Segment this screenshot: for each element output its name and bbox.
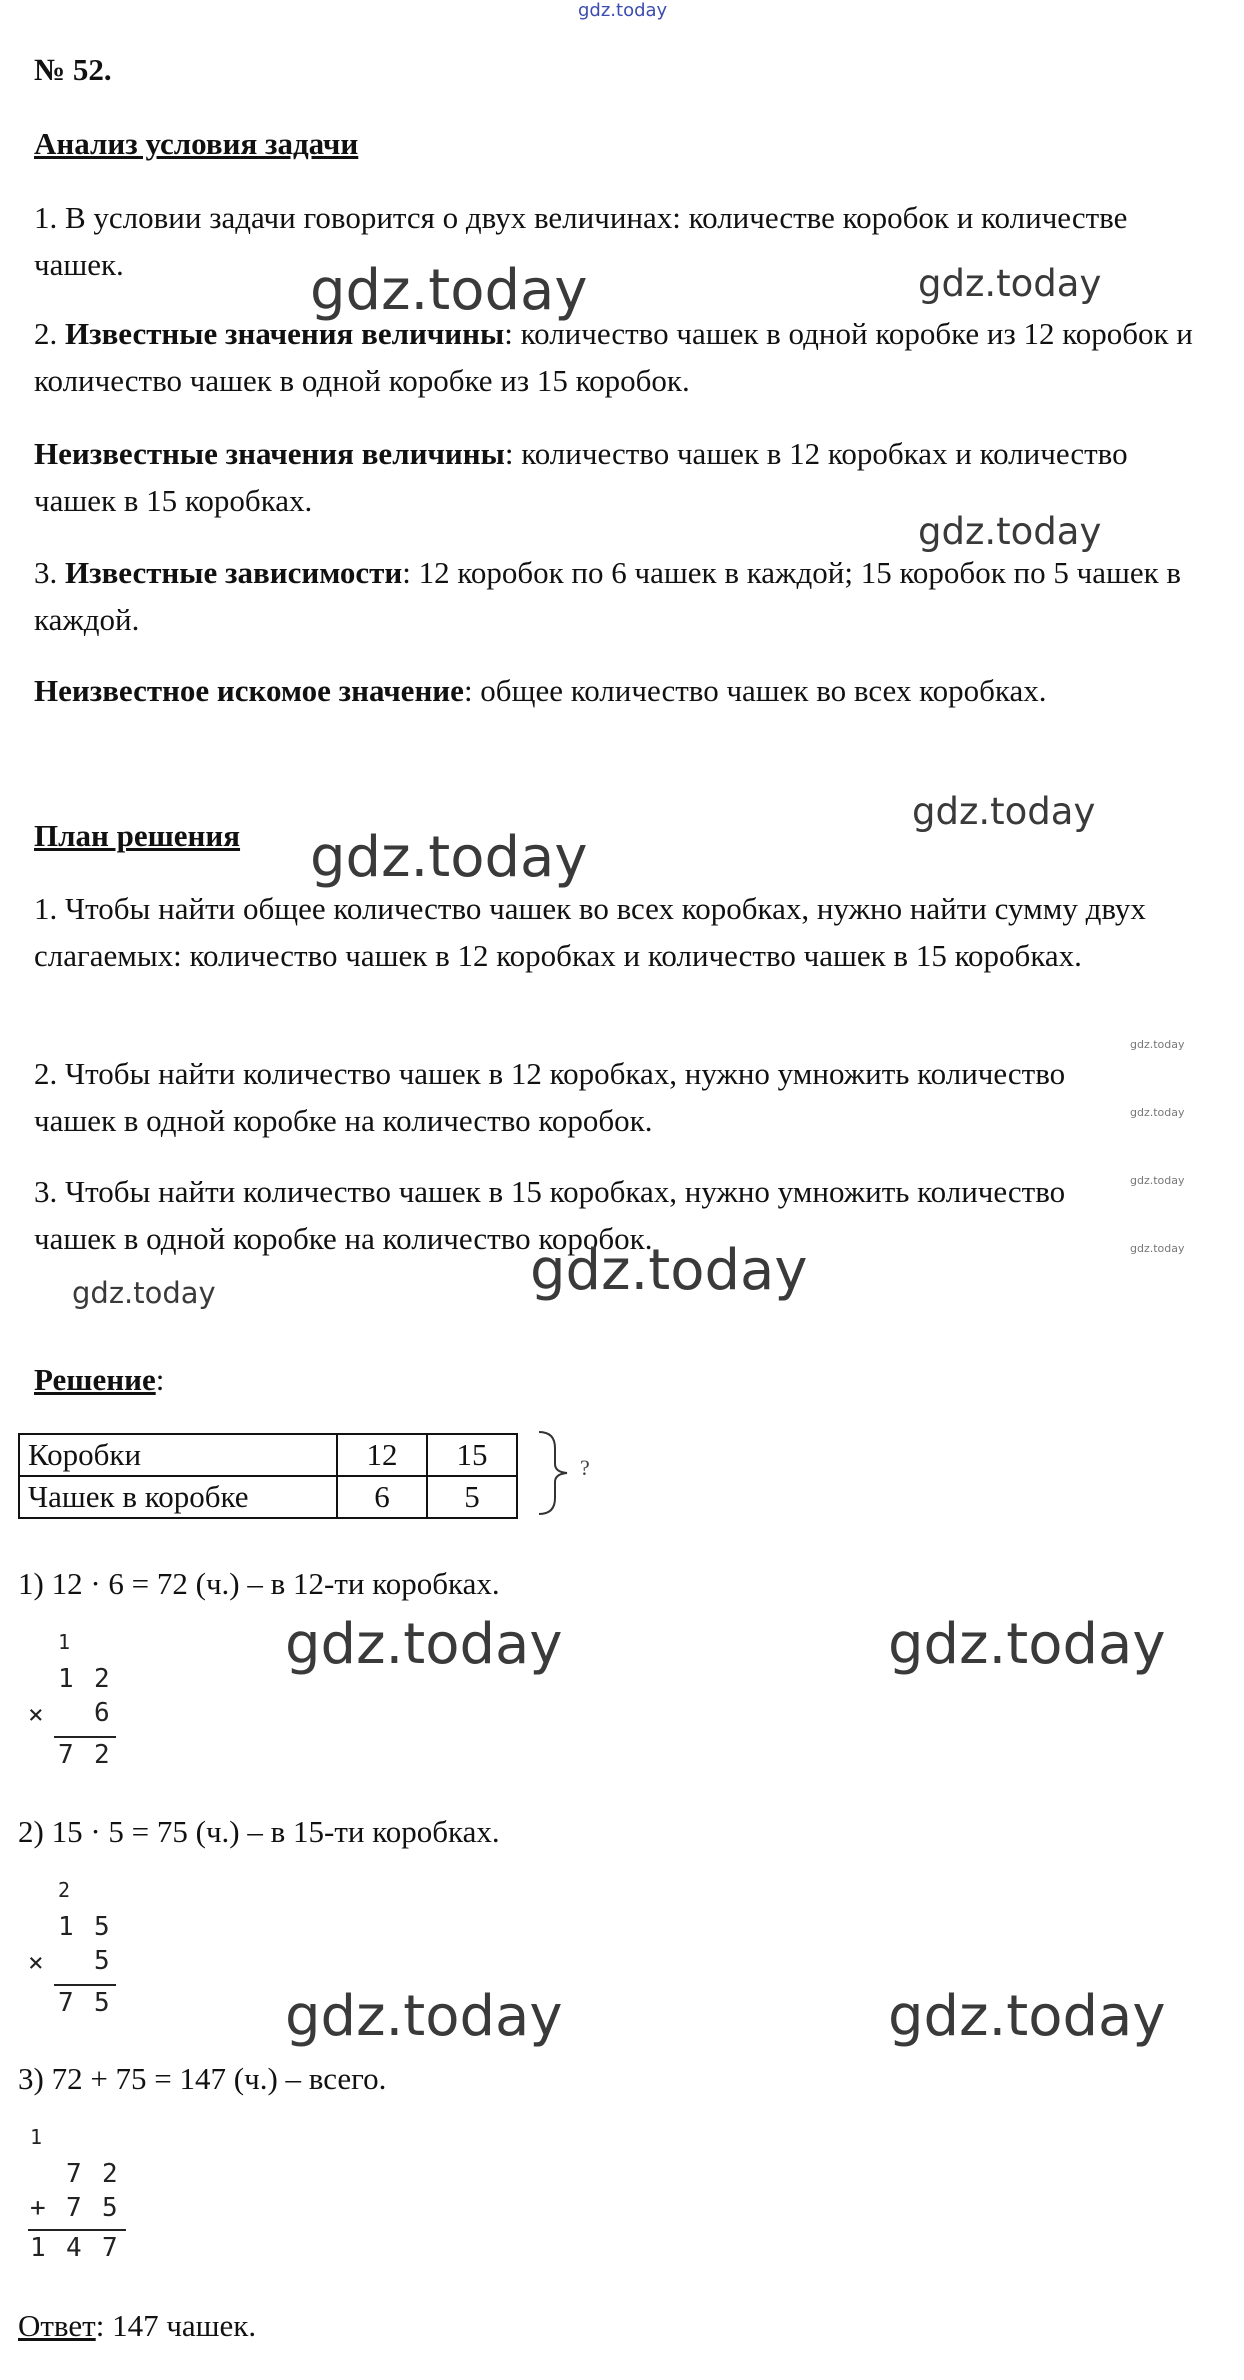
digit: 7 bbox=[66, 2159, 82, 2189]
analysis-paragraph-2 bbox=[34, 310, 1214, 404]
digit: 7 bbox=[58, 1740, 74, 1770]
plan-paragraph-2: 2. Чтобы найти количество чашек в 12 коробках, нужно умножить количество чашек в одной коробке на количество коробок. bbox=[34, 1056, 1066, 1138]
column-calc-1 bbox=[28, 1630, 128, 1780]
watermark: gdz.today bbox=[912, 790, 1096, 833]
known-dependencies-term: Известные зависимости bbox=[65, 555, 403, 590]
digit: 6 bbox=[94, 1698, 110, 1728]
answer-label: Ответ bbox=[18, 2308, 96, 2343]
column-calc-3 bbox=[28, 2125, 138, 2275]
digit: 7 bbox=[66, 2193, 82, 2223]
unknown-target-text: : общее количество чашек во всех коробках. bbox=[463, 673, 1047, 708]
digit: 5 bbox=[94, 1988, 110, 2018]
answer-text: : 147 чашек. bbox=[95, 2308, 257, 2343]
table-cell-label: Коробки bbox=[19, 1434, 337, 1476]
divider-line bbox=[28, 2229, 126, 2231]
paragraph-number: 2. bbox=[34, 316, 65, 351]
watermark: gdz.today bbox=[72, 1276, 216, 1310]
known-dependencies-text: : 12 коробок по 6 чашек в каждой; 15 коробок по 5 чашек в каждой. bbox=[34, 555, 1182, 637]
solution-heading-suffix: : bbox=[155, 1362, 165, 1397]
carry-digit: 2 bbox=[58, 1878, 71, 1902]
solution-step-2: 2) 15 · 5 = 75 (ч.) – в 15-ти коробках. bbox=[18, 1814, 500, 1849]
solution-step-1: 1) 12 · 6 = 72 (ч.) – в 12-ти коробках. bbox=[18, 1566, 500, 1601]
digit: 2 bbox=[94, 1664, 110, 1694]
digit: 4 bbox=[66, 2233, 82, 2263]
table-row bbox=[19, 1476, 517, 1518]
question-mark: ? bbox=[580, 1455, 590, 1480]
watermark: gdz.today bbox=[310, 825, 588, 890]
data-table bbox=[18, 1433, 518, 1519]
plus-sign: + bbox=[30, 2193, 46, 2223]
digit: 7 bbox=[102, 2233, 118, 2263]
column-calc-2 bbox=[28, 1878, 128, 2028]
solution-heading-line bbox=[34, 1362, 164, 1398]
paragraph-number: 3. bbox=[34, 555, 65, 590]
digit: 2 bbox=[94, 1740, 110, 1770]
watermark: gdz.today bbox=[918, 510, 1102, 553]
watermark: gdz.today bbox=[285, 1984, 563, 2049]
divider-line bbox=[54, 1736, 116, 1738]
unknown-values-text: : количество чашек в 12 коробках и количество чашек в 15 коробках. bbox=[34, 436, 1128, 518]
divider-line bbox=[54, 1984, 116, 1986]
watermark: gdz.today bbox=[888, 1612, 1166, 1677]
plan-heading: План решения bbox=[34, 818, 241, 853]
digit: 1 bbox=[30, 2233, 46, 2263]
known-values-text: : количество чашек в одной коробке из 12 коробок и количество чашек в одной коробке из 15 коробок. bbox=[34, 316, 1193, 398]
table-cell-value: 6 bbox=[337, 1476, 427, 1518]
plan-paragraph-3: 3. Чтобы найти количество чашек в 15 коробках, нужно умножить количество чашек в одной коробке на количество коробок. bbox=[34, 1174, 1066, 1256]
analysis-paragraph-5 bbox=[34, 667, 1214, 714]
answer-line bbox=[18, 2308, 256, 2344]
table-row bbox=[19, 1434, 517, 1476]
analysis-paragraph-4 bbox=[34, 549, 1214, 643]
small-watermark: gdz.today bbox=[1130, 1242, 1185, 1255]
unknown-values-term: Неизвестные значения величины bbox=[34, 436, 505, 471]
table-cell-value: 15 bbox=[427, 1434, 517, 1476]
watermark-top: gdz.today bbox=[578, 0, 668, 21]
digit: 2 bbox=[102, 2159, 118, 2189]
curly-brace-icon bbox=[535, 1428, 575, 1518]
watermark: gdz.today bbox=[530, 1238, 808, 1303]
digit: 7 bbox=[58, 1988, 74, 2018]
digit: 1 bbox=[58, 1664, 74, 1694]
known-values-term: Известные значения величины bbox=[65, 316, 505, 351]
table-cell-label: Чашек в коробке bbox=[19, 1476, 337, 1518]
carry-digit: 1 bbox=[30, 2125, 43, 2149]
analysis-paragraph-1: 1. В условии задачи говорится о двух величинах: количестве коробок и количестве чашек. bbox=[34, 200, 1128, 282]
digit: 5 bbox=[102, 2193, 118, 2223]
watermark: gdz.today bbox=[310, 258, 588, 323]
plan-paragraph-1: 1. Чтобы найти общее количество чашек во всех коробках, нужно найти сумму двух слагаемых: количество чашек в 12 коробках и количество чашек в 15 коробках. bbox=[34, 891, 1146, 973]
problem-number: № 52. bbox=[34, 52, 112, 87]
digit: 5 bbox=[94, 1946, 110, 1976]
analysis-heading: Анализ условия задачи bbox=[34, 126, 359, 161]
digit: 5 bbox=[94, 1912, 110, 1942]
watermark: gdz.today bbox=[285, 1612, 563, 1677]
digit: 1 bbox=[58, 1912, 74, 1942]
multiply-sign: × bbox=[28, 1948, 44, 1978]
small-watermark: gdz.today bbox=[1130, 1106, 1185, 1119]
watermark: gdz.today bbox=[888, 1984, 1166, 2049]
table-cell-value: 5 bbox=[427, 1476, 517, 1518]
solution-heading: Решение bbox=[34, 1362, 156, 1397]
watermark: gdz.today bbox=[918, 262, 1102, 305]
small-watermark: gdz.today bbox=[1130, 1174, 1185, 1187]
multiply-sign: × bbox=[28, 1700, 44, 1730]
carry-digit: 1 bbox=[58, 1630, 71, 1654]
unknown-target-term: Неизвестное искомое значение bbox=[34, 673, 464, 708]
small-watermark: gdz.today bbox=[1130, 1038, 1185, 1051]
solution-step-3: 3) 72 + 75 = 147 (ч.) – всего. bbox=[18, 2061, 387, 2096]
table-cell-value: 12 bbox=[337, 1434, 427, 1476]
